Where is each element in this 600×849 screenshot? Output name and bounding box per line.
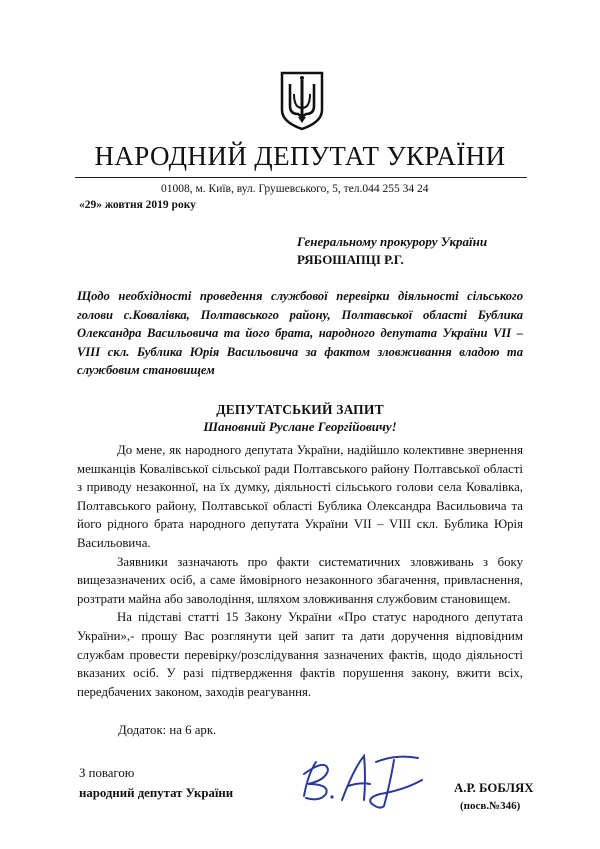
handwritten-signature-icon <box>286 744 426 814</box>
letter-subject: Щодо необхідності проведення службової перевірки діяльності сільського голови с.Ковалівка, Полтавського району, Полтавської області Бублика Олександра Васильовича та його брата, народного депутата України VII – VIII скл. Бублика Юрія Васильовича за фактом зловживання владою та службовим становищем <box>77 289 523 377</box>
signer-position: народний депутат України <box>79 786 234 800</box>
closing-block <box>79 763 233 803</box>
recipient-block <box>297 233 527 269</box>
document-heading: ДЕПУТАТСЬКИЙ ЗАПИТ <box>216 402 384 417</box>
trident-emblem-icon <box>279 70 325 132</box>
sender-address: 01008, м. Київ, вул. Грушевського, 5, тел.044 255 34 24 <box>161 183 429 195</box>
certificate-number: (посв.№346) <box>460 800 521 812</box>
letter-body <box>77 441 523 701</box>
document-date: «29» жовтня 2019 року <box>79 199 196 211</box>
page-title: НАРОДНИЙ ДЕПУТАТ УКРАЇНИ <box>94 141 506 171</box>
regards-line: З повагою <box>79 766 135 780</box>
signer-name: А.Р. БОБЛЯХ <box>454 781 534 795</box>
recipient-name: РЯБОШАПЦІ Р.Г. <box>297 252 404 267</box>
recipient-position: Генеральному прокурору України <box>297 234 488 249</box>
attachment-note: Додаток: на 6 арк. <box>118 723 217 737</box>
body-paragraph-1: До мене, як народного депутата України, надійшло колективне звернення мешканців Ковалівської сільської ради Полтавського району Полтавської області з приводу незаконної, на їх думку, діяльності сільського голови села Ковалівка, Полтавського району, Полтавської області Бублика Олександра Васильовича та його рідного брата народного депутата України VII – VIII скл. Бублика Юрія Васильовича. <box>77 443 523 550</box>
header-divider <box>75 177 527 178</box>
body-paragraph-2: Заявники зазначають про факти систематичних зловживань з боку вищезазначених осіб, а саме ймовірного незаконного збагачення, привласнення, розтрати майна або заволодіння, шляхом зловживання службовим становищем. <box>77 554 523 606</box>
greeting-line: Шановний Руслане Георгійовичу! <box>203 419 397 434</box>
body-paragraph-3: На підставі статті 15 Закону України «Про статус народного депутата України»,- прошу Вас розглянути цей запит та дати доручення відповідним службам провести перевірку/розслідування зазначених фактів, щодо діяльності вказаних осіб. У разі підтвердження фактів порушення закону, вжити всіх, передбачених законом, заходів реагування. <box>77 610 523 699</box>
